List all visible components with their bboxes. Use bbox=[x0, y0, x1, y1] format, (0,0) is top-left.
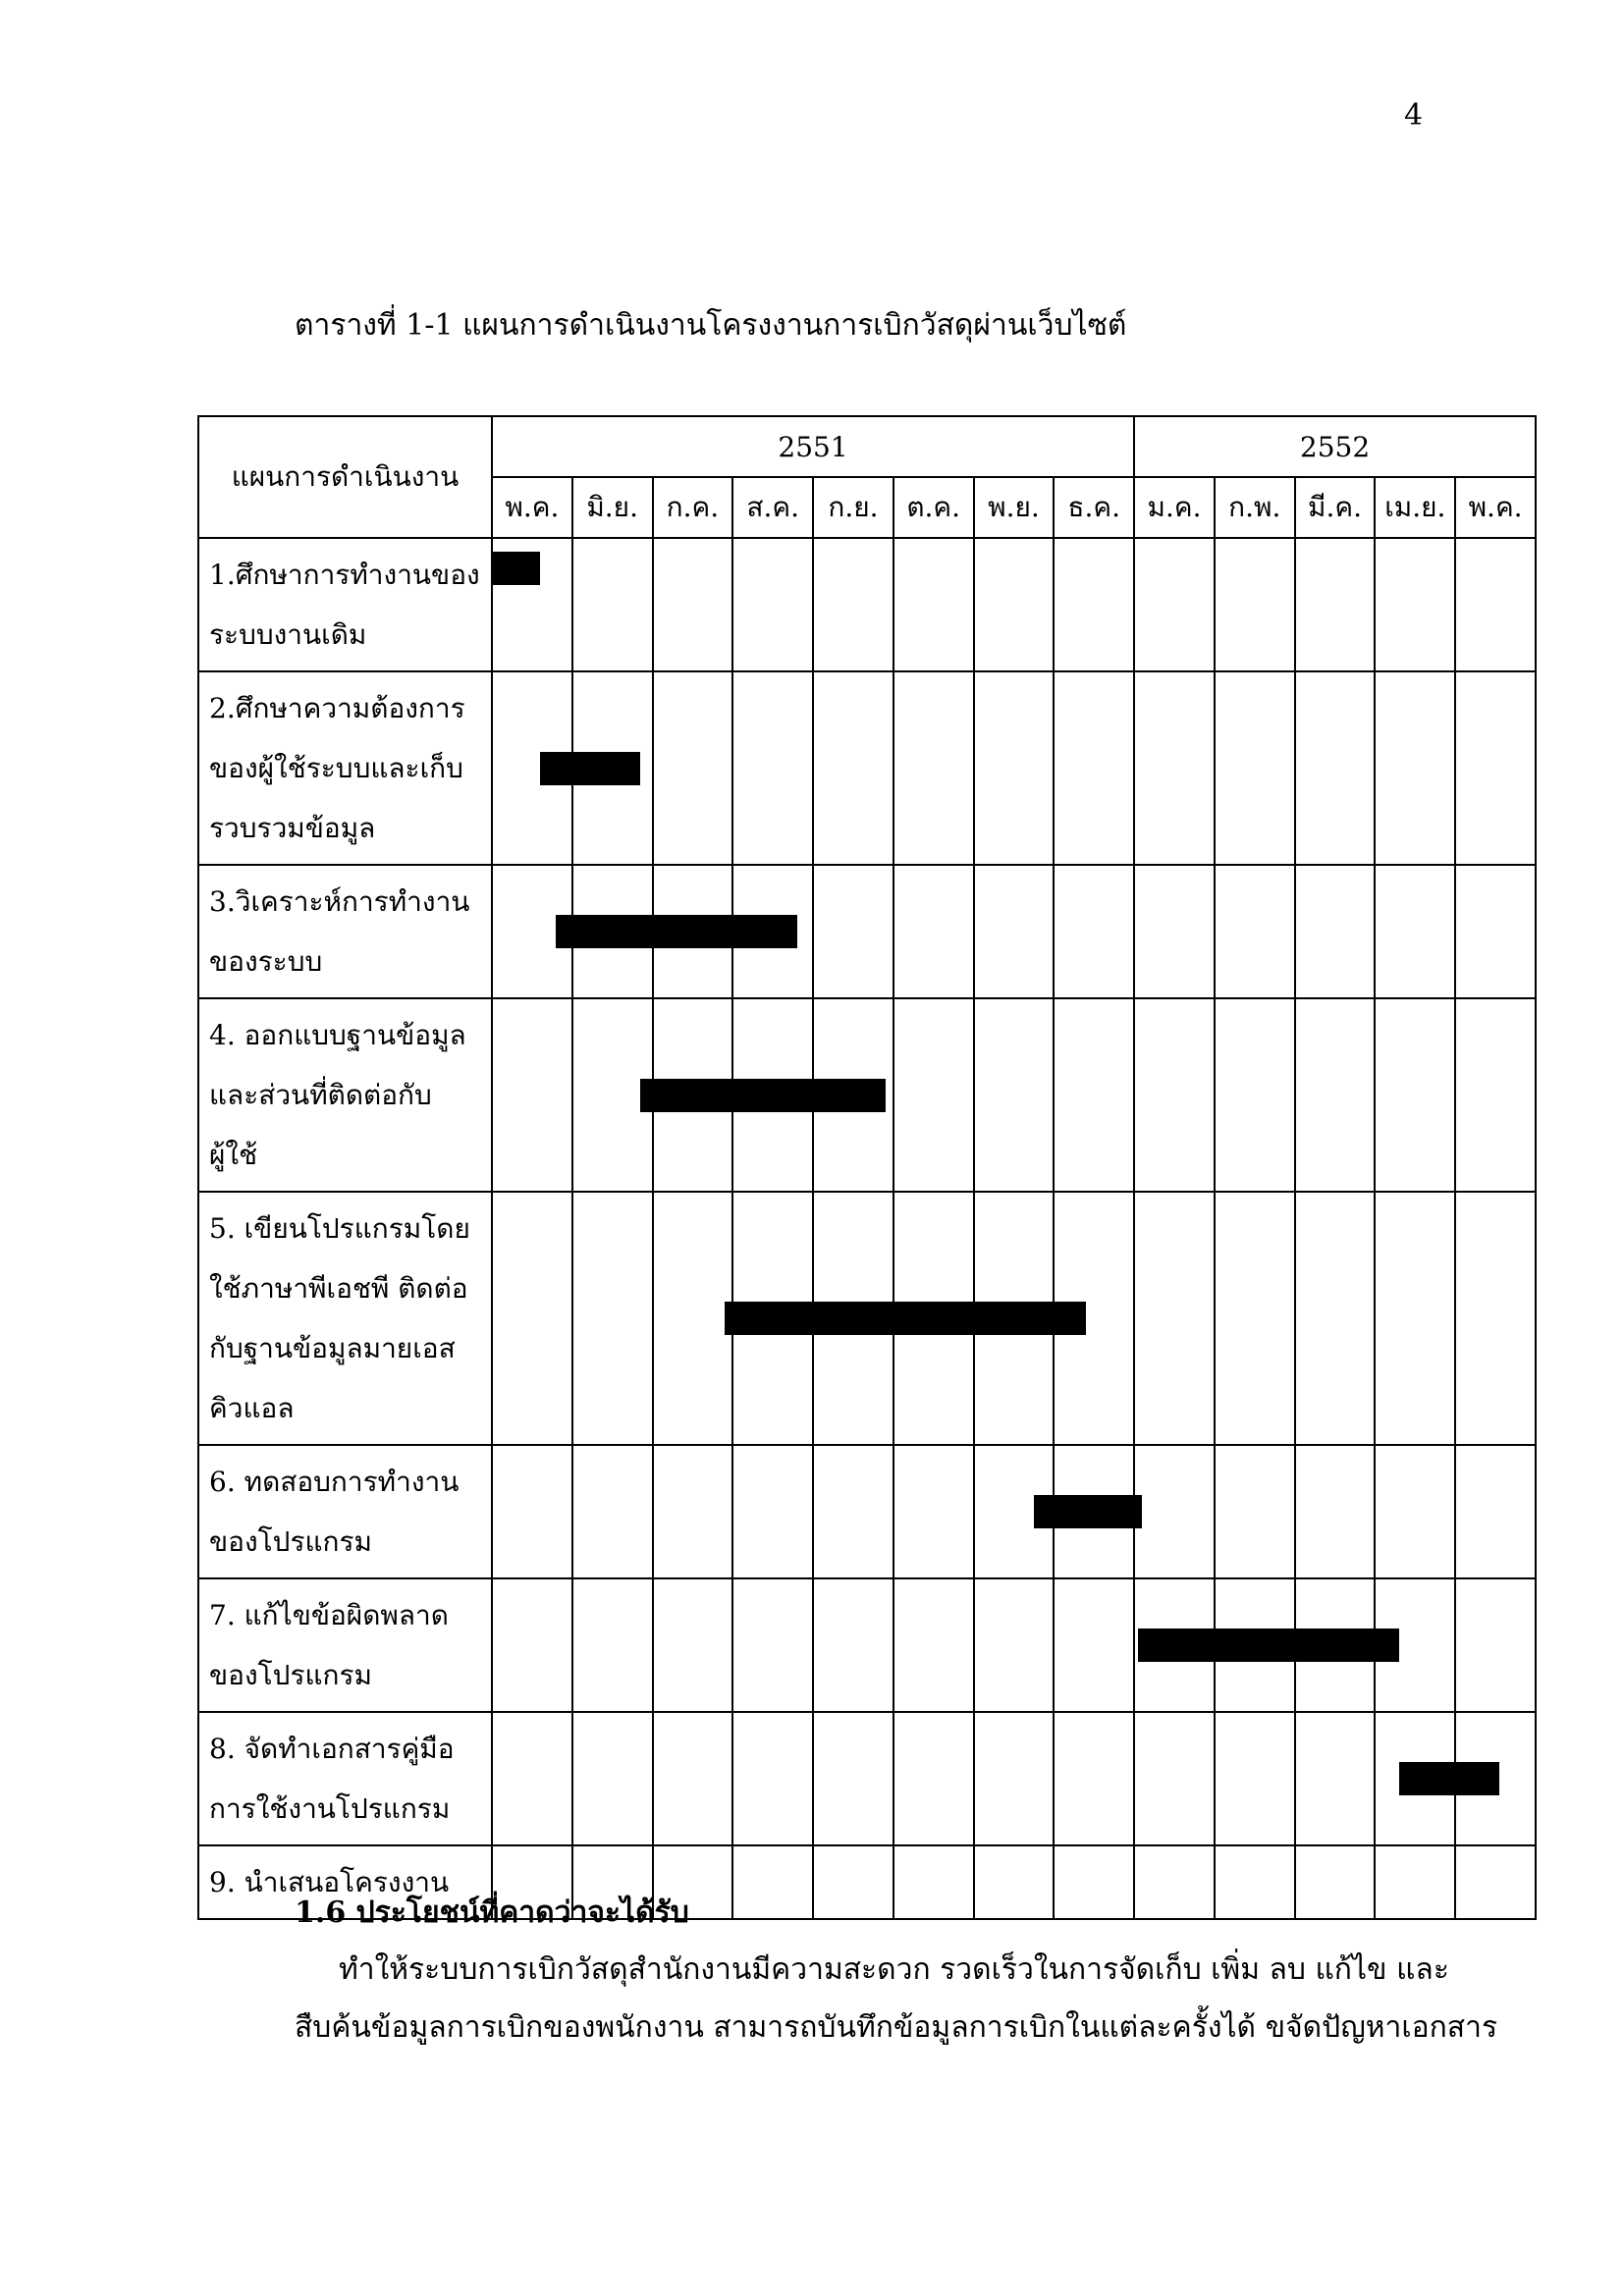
month-cell bbox=[653, 1578, 733, 1712]
task-name-line: ของโปรแกรม bbox=[209, 1659, 372, 1691]
month-cell bbox=[1134, 1192, 1215, 1445]
month-cell bbox=[572, 1192, 653, 1445]
task-name-line: ผู้ใช้ bbox=[209, 1139, 258, 1171]
plan-header: แผนการดำเนินงาน bbox=[198, 416, 492, 538]
month-cell bbox=[813, 998, 893, 1192]
month-cell bbox=[1134, 1445, 1215, 1578]
month-cell bbox=[1054, 1578, 1134, 1712]
month-header: ก.ย. bbox=[813, 477, 893, 538]
month-cell bbox=[572, 1445, 653, 1578]
month-cell bbox=[1134, 671, 1215, 865]
month-cell bbox=[1134, 1845, 1215, 1919]
year-header: 2552 bbox=[1134, 416, 1536, 477]
month-cell bbox=[813, 1578, 893, 1712]
month-cell bbox=[572, 671, 653, 865]
month-cell bbox=[1054, 671, 1134, 865]
paragraph-line: ทำให้ระบบการเบิกวัสดุสำนักงานมีความสะดวก รวดเร็วในการจัดเก็บ เพิ่ม ลบ แก้ไข และ bbox=[339, 1952, 1449, 1987]
month-cell bbox=[893, 671, 974, 865]
task-name bbox=[198, 538, 492, 671]
task-name-line: กับฐานข้อมูลมายเอส bbox=[209, 1332, 456, 1364]
task-name bbox=[198, 1712, 492, 1845]
month-cell bbox=[572, 998, 653, 1192]
month-cell bbox=[1054, 865, 1134, 998]
month-cell bbox=[974, 538, 1055, 671]
month-cell bbox=[1054, 1192, 1134, 1445]
month-cell bbox=[1215, 671, 1295, 865]
task-row bbox=[198, 538, 1536, 671]
task-name-line: 7. แก้ไขข้อผิดพลาด bbox=[209, 1599, 449, 1631]
month-cell bbox=[1295, 998, 1376, 1192]
month-cell bbox=[1134, 1578, 1215, 1712]
month-cell bbox=[1295, 538, 1376, 671]
task-name bbox=[198, 1445, 492, 1578]
month-cell bbox=[492, 865, 572, 998]
month-cell bbox=[492, 998, 572, 1192]
month-cell bbox=[1375, 671, 1455, 865]
task-name-line: ของระบบ bbox=[209, 945, 323, 978]
month-cell bbox=[813, 1845, 893, 1919]
month-cell bbox=[653, 538, 733, 671]
task-name-line: 4. ออกแบบฐานข้อมูล bbox=[209, 1019, 466, 1051]
task-name-line: 6. ทดสอบการทำงาน bbox=[209, 1466, 460, 1498]
month-cell bbox=[732, 998, 813, 1192]
task-name-line: รวบรวมข้อมูล bbox=[209, 812, 376, 844]
month-cell bbox=[492, 1192, 572, 1445]
month-cell bbox=[1455, 538, 1536, 671]
month-cell bbox=[1375, 1192, 1455, 1445]
month-cell bbox=[732, 1445, 813, 1578]
month-cell bbox=[1295, 1192, 1376, 1445]
month-cell bbox=[1215, 538, 1295, 671]
month-cell bbox=[732, 1192, 813, 1445]
month-header: ธ.ค. bbox=[1054, 477, 1134, 538]
month-cell bbox=[653, 1192, 733, 1445]
month-cell bbox=[732, 1578, 813, 1712]
task-name-line: 8. จัดทำเอกสารคู่มือ bbox=[209, 1733, 455, 1765]
month-cell bbox=[893, 865, 974, 998]
task-name bbox=[198, 1192, 492, 1445]
month-cell bbox=[1054, 538, 1134, 671]
month-cell bbox=[1295, 671, 1376, 865]
month-cell bbox=[572, 865, 653, 998]
task-row bbox=[198, 1712, 1536, 1845]
month-header: ก.พ. bbox=[1215, 477, 1295, 538]
month-cell bbox=[1054, 1445, 1134, 1578]
month-header: พ.ค. bbox=[492, 477, 572, 538]
month-cell bbox=[1215, 1192, 1295, 1445]
task-name bbox=[198, 998, 492, 1192]
task-name-line: ของโปรแกรม bbox=[209, 1525, 372, 1558]
task-name-line: ของผู้ใช้ระบบและเก็บ bbox=[209, 752, 463, 784]
month-cell bbox=[1134, 1712, 1215, 1845]
month-cell bbox=[1215, 1578, 1295, 1712]
month-cell bbox=[974, 1712, 1055, 1845]
month-cell bbox=[1455, 1445, 1536, 1578]
month-cell bbox=[893, 1578, 974, 1712]
month-cell bbox=[813, 1192, 893, 1445]
task-name bbox=[198, 671, 492, 865]
task-name-line: 9. นำเสนอโครงงาน bbox=[209, 1866, 450, 1898]
month-cell bbox=[974, 1445, 1055, 1578]
month-cell bbox=[813, 538, 893, 671]
month-cell bbox=[1455, 1578, 1536, 1712]
month-header: ส.ค. bbox=[732, 477, 813, 538]
month-cell bbox=[813, 1445, 893, 1578]
task-name-line: 1.ศึกษาการทำงานของ bbox=[209, 559, 480, 591]
month-cell bbox=[732, 1712, 813, 1845]
month-cell bbox=[1134, 865, 1215, 998]
month-cell bbox=[1375, 1845, 1455, 1919]
month-cell bbox=[492, 1578, 572, 1712]
month-header: ก.ค. bbox=[653, 477, 733, 538]
month-cell bbox=[1455, 1192, 1536, 1445]
month-cell bbox=[1054, 998, 1134, 1192]
month-cell bbox=[974, 1845, 1055, 1919]
month-cell bbox=[1215, 865, 1295, 998]
month-cell bbox=[1295, 1578, 1376, 1712]
month-cell bbox=[974, 865, 1055, 998]
month-cell bbox=[974, 998, 1055, 1192]
month-cell bbox=[732, 865, 813, 998]
month-cell bbox=[1134, 998, 1215, 1192]
paragraph-line: สืบค้นข้อมูลการเบิกของพนักงาน สามารถบันทึกข้อมูลการเบิกในแต่ละครั้งได้ ขจัดปัญหาเอกสาร bbox=[295, 2010, 1498, 2045]
month-cell bbox=[492, 1445, 572, 1578]
task-name bbox=[198, 1578, 492, 1712]
month-cell bbox=[1295, 1845, 1376, 1919]
month-cell bbox=[813, 865, 893, 998]
month-cell bbox=[1375, 998, 1455, 1192]
year-header: 2551 bbox=[492, 416, 1134, 477]
task-row bbox=[198, 865, 1536, 998]
task-row bbox=[198, 998, 1536, 1192]
task-row bbox=[198, 1578, 1536, 1712]
month-cell bbox=[893, 1845, 974, 1919]
section-heading: 1.6 ประโยชน์ที่คาดว่าจะได้รับ bbox=[295, 1896, 689, 1930]
task-row bbox=[198, 671, 1536, 865]
month-cell bbox=[1215, 1712, 1295, 1845]
month-cell bbox=[1054, 1712, 1134, 1845]
month-cell bbox=[1215, 998, 1295, 1192]
task-name-line: และส่วนที่ติดต่อกับ bbox=[209, 1079, 432, 1111]
month-cell bbox=[1134, 538, 1215, 671]
month-header: มิ.ย. bbox=[572, 477, 653, 538]
task-name-line: คิวแอล bbox=[209, 1392, 295, 1424]
task-row bbox=[198, 1445, 1536, 1578]
month-cell bbox=[1455, 865, 1536, 998]
month-header: มี.ค. bbox=[1295, 477, 1376, 538]
month-cell bbox=[732, 1845, 813, 1919]
month-cell bbox=[492, 1712, 572, 1845]
month-cell bbox=[1375, 865, 1455, 998]
month-cell bbox=[1455, 998, 1536, 1192]
task-name-line: การใช้งานโปรแกรม bbox=[209, 1792, 451, 1825]
task-name-line: 5. เขียนโปรแกรมโดย bbox=[209, 1212, 470, 1245]
month-cell bbox=[732, 671, 813, 865]
task-name-line: ระบบงานเดิม bbox=[209, 618, 367, 651]
month-cell bbox=[893, 538, 974, 671]
month-header: เม.ย. bbox=[1375, 477, 1455, 538]
month-cell bbox=[653, 671, 733, 865]
month-cell bbox=[1215, 1845, 1295, 1919]
table-caption: ตารางที่ 1-1 แผนการดำเนินงานโครงงานการเบิกวัสดุผ่านเว็บไซต์ bbox=[295, 308, 1127, 343]
page-number: 4 bbox=[1404, 98, 1424, 133]
month-cell bbox=[1375, 538, 1455, 671]
month-cell bbox=[1295, 865, 1376, 998]
month-cell bbox=[732, 538, 813, 671]
month-cell bbox=[653, 1712, 733, 1845]
month-cell bbox=[893, 1192, 974, 1445]
month-header: ต.ค. bbox=[893, 477, 974, 538]
month-header: พ.ย. bbox=[974, 477, 1055, 538]
month-cell bbox=[893, 998, 974, 1192]
task-name-line: 3.วิเคราะห์การทำงาน bbox=[209, 885, 470, 918]
month-cell bbox=[974, 1578, 1055, 1712]
task-name-line: ใช้ภาษาพีเอชพี ติดต่อ bbox=[209, 1272, 468, 1305]
month-cell bbox=[653, 865, 733, 998]
month-cell bbox=[492, 538, 572, 671]
month-cell bbox=[813, 671, 893, 865]
gantt-table bbox=[197, 415, 1537, 1920]
month-cell bbox=[572, 1712, 653, 1845]
month-cell bbox=[492, 671, 572, 865]
month-cell bbox=[974, 671, 1055, 865]
month-cell bbox=[1375, 1445, 1455, 1578]
month-cell bbox=[813, 1712, 893, 1845]
month-cell bbox=[893, 1445, 974, 1578]
month-cell bbox=[1455, 1845, 1536, 1919]
month-cell bbox=[1295, 1445, 1376, 1578]
month-header: ม.ค. bbox=[1134, 477, 1215, 538]
month-cell bbox=[1375, 1712, 1455, 1845]
month-cell bbox=[1455, 1712, 1536, 1845]
month-cell bbox=[974, 1192, 1055, 1445]
month-cell bbox=[893, 1712, 974, 1845]
month-cell bbox=[1054, 1845, 1134, 1919]
task-name-line: 2.ศึกษาความต้องการ bbox=[209, 692, 465, 724]
month-header: พ.ค. bbox=[1455, 477, 1536, 538]
month-cell bbox=[572, 538, 653, 671]
task-name bbox=[198, 865, 492, 998]
task-row bbox=[198, 1192, 1536, 1445]
month-cell bbox=[1295, 1712, 1376, 1845]
month-cell bbox=[572, 1578, 653, 1712]
month-cell bbox=[1375, 1578, 1455, 1712]
month-cell bbox=[653, 998, 733, 1192]
month-cell bbox=[1455, 671, 1536, 865]
month-cell bbox=[1215, 1445, 1295, 1578]
month-cell bbox=[653, 1445, 733, 1578]
